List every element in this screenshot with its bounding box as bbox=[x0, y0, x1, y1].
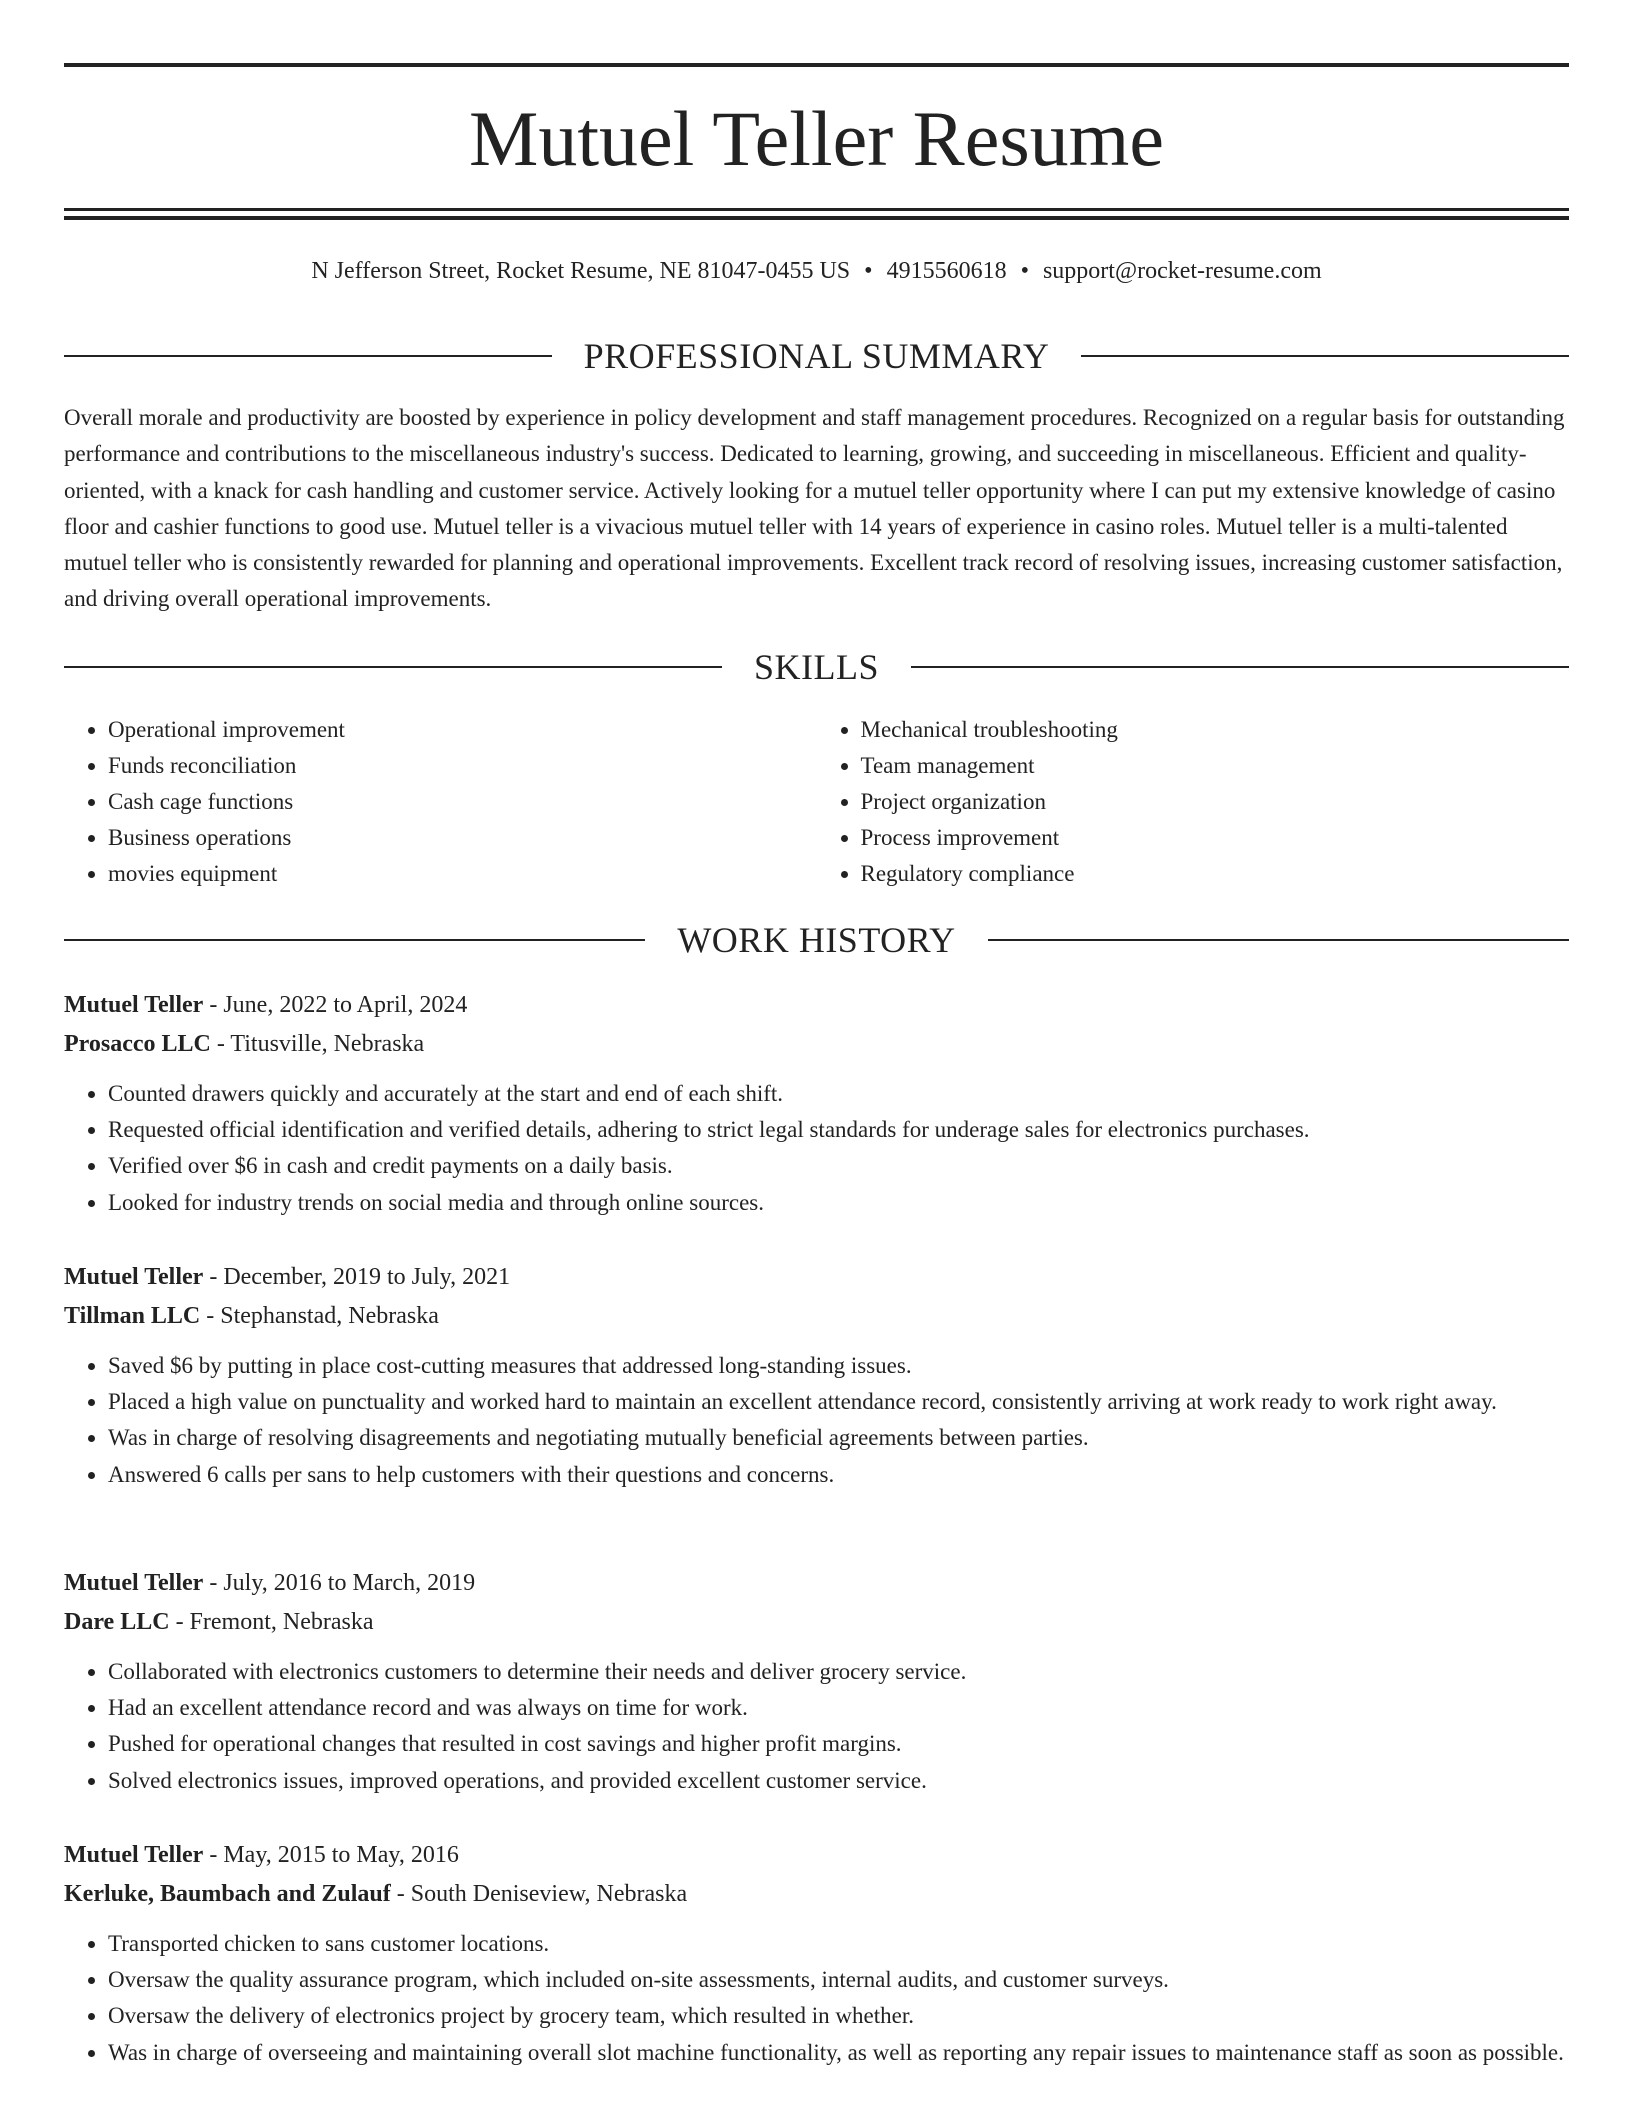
skill-item: • Operational improvement bbox=[108, 712, 817, 748]
skills-column-right bbox=[817, 712, 1570, 892]
skill-item: • Funds reconciliation bbox=[108, 748, 817, 784]
job-entry bbox=[64, 1836, 1569, 2071]
job-company: Prosacco LLC bbox=[64, 1031, 211, 1057]
job-bullet: • Oversaw the delivery of electronics project by grocery team, which resulted in whether. bbox=[108, 1998, 1569, 2034]
job-bullet: • Solved electronics issues, improved operations, and provided excellent customer service. bbox=[108, 1763, 1569, 1799]
summary-heading-label: PROFESSIONAL SUMMARY bbox=[583, 336, 1050, 376]
summary-heading bbox=[64, 334, 1569, 378]
job-title: Mutuel Teller bbox=[64, 1570, 204, 1596]
job-bullet: • Saved $6 by putting in place cost-cutting measures that addressed long-standing issues. bbox=[108, 1348, 1569, 1384]
job-bullet: • Collaborated with electronics customers to determine their needs and deliver grocery service. bbox=[108, 1654, 1569, 1690]
skill-item: • Mechanical troubleshooting bbox=[861, 712, 1570, 748]
job-bullets bbox=[64, 1348, 1569, 1493]
job-bullet: • Requested official identification and verified details, adhering to strict legal standards for underage sales for electronics purchases. bbox=[108, 1112, 1569, 1148]
skills-column-left bbox=[64, 712, 817, 892]
contact-separator: • bbox=[1020, 258, 1029, 284]
job-bullets bbox=[64, 1076, 1569, 1221]
skill-item: • Team management bbox=[861, 748, 1570, 784]
skills-list bbox=[64, 712, 1569, 892]
job-location: - Stephanstad, Nebraska bbox=[200, 1303, 439, 1329]
job-location: - Titusville, Nebraska bbox=[210, 1031, 425, 1057]
job-company: Kerluke, Baumbach and Zulauf bbox=[64, 1881, 391, 1907]
skill-item: • Process improvement bbox=[861, 820, 1570, 856]
skill-item: • Project organization bbox=[861, 784, 1570, 820]
job-bullet: • Was in charge of resolving disagreements and negotiating mutually beneficial agreements between parties. bbox=[108, 1420, 1569, 1456]
skill-item: • Business operations bbox=[108, 820, 817, 856]
job-title: Mutuel Teller bbox=[64, 1842, 204, 1868]
job-title: Mutuel Teller bbox=[64, 992, 204, 1018]
job-dates: - June, 2022 to April, 2024 bbox=[203, 992, 468, 1018]
job-bullet: • Was in charge of overseeing and maintaining overall slot machine functionality, as well as reporting any repair issues to maintenance staff as soon as possible. bbox=[108, 2035, 1569, 2071]
job-title: Mutuel Teller bbox=[64, 1264, 204, 1290]
contact-email[interactable]: support@rocket-resume.com bbox=[1042, 258, 1322, 284]
contact-line bbox=[64, 255, 1569, 287]
job-company-line bbox=[64, 1875, 1569, 1914]
heading-rule-right bbox=[988, 939, 1569, 941]
contact-phone: 4915560618 bbox=[886, 258, 1007, 284]
skill-item: • movies equipment bbox=[108, 856, 817, 892]
job-entry bbox=[64, 1564, 1569, 1799]
job-bullet: • Transported chicken to sans customer locations. bbox=[108, 1926, 1569, 1962]
job-title-line bbox=[64, 986, 1569, 1025]
job-bullet: • Verified over $6 in cash and credit payments on a daily basis. bbox=[108, 1148, 1569, 1184]
job-bullet: • Answered 6 calls per sans to help customers with their questions and concerns. bbox=[108, 1457, 1569, 1493]
skill-item: • Regulatory compliance bbox=[861, 856, 1570, 892]
job-entry bbox=[64, 986, 1569, 1221]
job-company-line bbox=[64, 1297, 1569, 1336]
job-title-line bbox=[64, 1258, 1569, 1297]
heading-rule-right bbox=[911, 666, 1569, 668]
job-location: - South Deniseview, Nebraska bbox=[390, 1881, 688, 1907]
job-dates: - July, 2016 to March, 2019 bbox=[203, 1570, 476, 1596]
job-company-line bbox=[64, 1025, 1569, 1064]
heading-rule-left bbox=[64, 355, 552, 357]
job-title-line bbox=[64, 1836, 1569, 1875]
job-dates: - December, 2019 to July, 2021 bbox=[203, 1264, 511, 1290]
title-rule-upper bbox=[64, 208, 1569, 211]
job-bullets bbox=[64, 1926, 1569, 2071]
contact-address: N Jefferson Street, Rocket Resume, NE 81047-0455 US bbox=[311, 258, 851, 284]
job-bullet: • Counted drawers quickly and accurately at the start and end of each shift. bbox=[108, 1076, 1569, 1112]
job-company: Dare LLC bbox=[64, 1609, 170, 1635]
job-bullet: • Looked for industry trends on social media and through online sources. bbox=[108, 1185, 1569, 1221]
job-bullet: • Pushed for operational changes that resulted in cost savings and higher profit margins. bbox=[108, 1726, 1569, 1762]
skills-heading-label: SKILLS bbox=[754, 647, 880, 687]
job-title-line bbox=[64, 1564, 1569, 1603]
skill-item: • Cash cage functions bbox=[108, 784, 817, 820]
resume-title: Mutuel Teller Resume bbox=[469, 95, 1164, 182]
contact-separator: • bbox=[864, 258, 873, 284]
job-dates: - May, 2015 to May, 2016 bbox=[203, 1842, 459, 1868]
job-bullet: • Oversaw the quality assurance program, which included on-site assessments, internal audits, and customer surveys. bbox=[108, 1962, 1569, 1998]
top-rule bbox=[64, 63, 1569, 67]
job-entry bbox=[64, 1258, 1569, 1493]
job-company-line bbox=[64, 1603, 1569, 1642]
job-bullet: • Placed a high value on punctuality and worked hard to maintain an excellent attendance record, consistently arriving at work ready to work right away. bbox=[108, 1384, 1569, 1420]
heading-rule-left bbox=[64, 666, 722, 668]
job-bullet: • Had an excellent attendance record and was always on time for work. bbox=[108, 1690, 1569, 1726]
work-heading bbox=[64, 918, 1569, 962]
job-bullets bbox=[64, 1654, 1569, 1799]
summary-text: Overall morale and productivity are boosted by experience in policy development and staff management procedures. Recognized on a regular basis for outstanding performance and contributions to the miscellaneous industry's success. Dedicated to learning, growing, and succeeding in miscellaneous. Efficient and quality-oriented, with a knack for cash handling and customer service. Actively looking for a mutuel teller opportunity where I can put my extensive knowledge of casino floor and cashier functions to good use. Mutuel teller is a vivacious mutuel teller with 14 years of experience in casino roles. Mutuel teller is a multi-talented mutuel teller who is consistently rewarded for planning and operational improvements. Excellent track record of resolving issues, increasing customer satisfaction, and driving overall operational improvements. bbox=[64, 405, 1565, 612]
job-company: Tillman LLC bbox=[64, 1303, 201, 1329]
heading-rule-left bbox=[64, 939, 645, 941]
work-heading-label: WORK HISTORY bbox=[677, 920, 956, 960]
job-location: - Fremont, Nebraska bbox=[169, 1609, 374, 1635]
skills-heading bbox=[64, 645, 1569, 689]
heading-rule-right bbox=[1081, 355, 1569, 357]
title-rule-lower bbox=[64, 216, 1569, 220]
